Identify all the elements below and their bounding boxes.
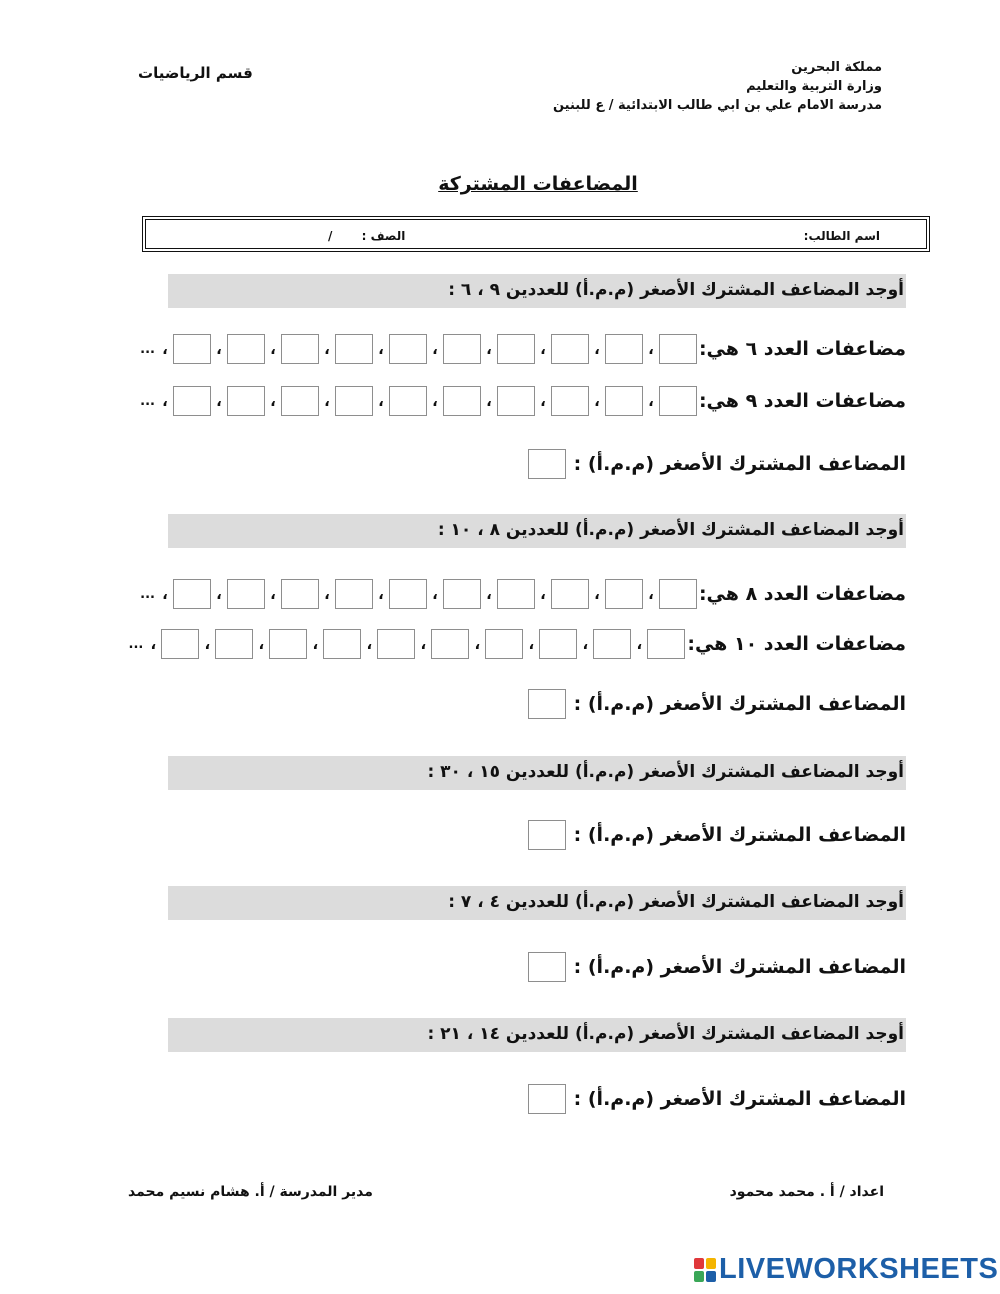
question-band <box>168 756 906 790</box>
comma-separator: ، <box>324 392 330 410</box>
lcm-label: المضاعف المشترك الأصغر (م.م.أ) : <box>573 824 906 846</box>
comma-separator: ، <box>474 635 481 653</box>
multiple-input-box[interactable] <box>335 579 373 609</box>
comma-separator: ، <box>582 635 589 653</box>
multiple-input-box[interactable] <box>497 579 535 609</box>
multiples-cells <box>129 629 686 659</box>
comma-separator: ، <box>432 585 438 603</box>
multiple-input-box[interactable] <box>389 386 427 416</box>
question-prompt: أوجد المضاعف المشترك الأصغر (م.م.أ) للعددين ١٤ ، ٢١ : <box>427 1024 904 1044</box>
logo-square <box>706 1258 716 1269</box>
question-prompt: أوجد المضاعف المشترك الأصغر (م.م.أ) للعددين ٤ ، ٧ : <box>448 892 904 912</box>
logo-square <box>694 1271 704 1282</box>
comma-separator: ، <box>432 340 438 358</box>
comma-separator: ، <box>150 635 157 653</box>
header-line-ministry: وزارة التربية والتعليم <box>746 79 882 94</box>
logo-square <box>694 1258 704 1269</box>
multiple-input-box[interactable] <box>593 629 631 659</box>
comma-separator: ، <box>594 392 600 410</box>
ellipsis: ... <box>140 586 155 602</box>
comma-separator: ، <box>162 392 168 410</box>
multiple-input-box[interactable] <box>227 579 265 609</box>
prepared-by: اعداد / أ . محمد محمود <box>729 1184 884 1200</box>
comma-separator: ، <box>648 585 654 603</box>
comma-separator: ، <box>594 340 600 358</box>
ellipsis: ... <box>128 636 144 652</box>
multiples-row-8 <box>140 577 906 611</box>
multiples-label: مضاعفات العدد ١٠ هي: <box>687 633 906 655</box>
multiples-row-10 <box>129 627 906 661</box>
multiples-cells <box>140 386 697 416</box>
student-info-box <box>142 216 930 252</box>
multiples-label: مضاعفات العدد ٩ هي: <box>698 390 906 412</box>
worksheet-title: المضاعفات المشتركة <box>438 173 638 195</box>
multiple-input-box[interactable] <box>539 629 577 659</box>
comma-separator: ، <box>486 392 492 410</box>
multiple-input-box[interactable] <box>227 334 265 364</box>
header-line-kingdom: مملكة البحرين <box>791 60 882 75</box>
lcm-answer-row <box>528 447 906 481</box>
multiples-row-9 <box>140 384 906 418</box>
multiple-input-box[interactable] <box>161 629 199 659</box>
multiple-input-box[interactable] <box>431 629 469 659</box>
comma-separator: ، <box>324 340 330 358</box>
comma-separator: ، <box>270 340 276 358</box>
question-band <box>168 886 906 920</box>
multiples-row-6 <box>140 332 906 366</box>
comma-separator: ، <box>204 635 211 653</box>
question-prompt: أوجد المضاعف المشترك الأصغر (م.م.أ) للعددين ٨ ، ١٠ : <box>437 520 904 540</box>
multiples-cells <box>140 334 697 364</box>
multiple-input-box[interactable] <box>281 386 319 416</box>
multiple-input-box[interactable] <box>173 386 211 416</box>
lcm-answer-row <box>528 687 906 721</box>
comma-separator: ، <box>540 585 546 603</box>
comma-separator: ، <box>312 635 319 653</box>
multiple-input-box[interactable] <box>281 334 319 364</box>
multiple-input-box[interactable] <box>335 386 373 416</box>
multiple-input-box[interactable] <box>215 629 253 659</box>
lcm-label: المضاعف المشترك الأصغر (م.م.أ) : <box>573 453 906 475</box>
comma-separator: ، <box>162 340 168 358</box>
logo-mark-icon <box>694 1258 716 1282</box>
comma-separator: ، <box>270 585 276 603</box>
multiple-input-box[interactable] <box>659 579 697 609</box>
principal-name: مدير المدرسة / أ. هشام نسيم محمد <box>128 1184 373 1200</box>
comma-separator: ، <box>486 585 492 603</box>
multiple-input-box[interactable] <box>173 579 211 609</box>
multiple-input-box[interactable] <box>659 386 697 416</box>
multiple-input-box[interactable] <box>497 334 535 364</box>
comma-separator: ، <box>528 635 535 653</box>
question-band <box>168 274 906 308</box>
lcm-answer-box[interactable] <box>528 820 566 850</box>
lcm-label: المضاعف المشترك الأصغر (م.م.أ) : <box>573 693 906 715</box>
liveworksheets-logo <box>694 1253 998 1286</box>
comma-separator: ، <box>216 340 222 358</box>
multiple-input-box[interactable] <box>497 386 535 416</box>
multiple-input-box[interactable] <box>227 386 265 416</box>
multiple-input-box[interactable] <box>551 334 589 364</box>
question-prompt: أوجد المضاعف المشترك الأصغر (م.م.أ) للعددين ١٥ ، ٣٠ : <box>427 762 904 782</box>
multiple-input-box[interactable] <box>173 334 211 364</box>
comma-separator: ، <box>216 392 222 410</box>
multiple-input-box[interactable] <box>605 579 643 609</box>
question-band <box>168 1018 906 1052</box>
multiples-cells <box>140 579 697 609</box>
multiple-input-box[interactable] <box>377 629 415 659</box>
multiple-input-box[interactable] <box>605 386 643 416</box>
comma-separator: ، <box>216 585 222 603</box>
logo-text: LIVEWORKSHEETS <box>719 1253 999 1285</box>
multiple-input-box[interactable] <box>323 629 361 659</box>
comma-separator: ، <box>324 585 330 603</box>
comma-separator: ، <box>420 635 427 653</box>
lcm-answer-box[interactable] <box>528 952 566 982</box>
multiple-input-box[interactable] <box>485 629 523 659</box>
school-header <box>553 58 882 115</box>
lcm-answer-row <box>528 950 906 984</box>
comma-separator: ، <box>378 585 384 603</box>
comma-separator: ، <box>540 340 546 358</box>
question-prompt: أوجد المضاعف المشترك الأصغر (م.م.أ) للعددين ٩ ، ٦ : <box>448 280 904 300</box>
multiple-input-box[interactable] <box>443 579 481 609</box>
comma-separator: ، <box>648 392 654 410</box>
multiple-input-box[interactable] <box>389 334 427 364</box>
comma-separator: ، <box>486 340 492 358</box>
multiple-input-box[interactable] <box>269 629 307 659</box>
multiple-input-box[interactable] <box>443 386 481 416</box>
multiple-input-box[interactable] <box>605 334 643 364</box>
multiples-label: مضاعفات العدد ٨ هي: <box>698 583 906 605</box>
logo-square <box>706 1271 716 1282</box>
multiples-label: مضاعفات العدد ٦ هي: <box>698 338 906 360</box>
lcm-answer-row <box>528 818 906 852</box>
lcm-label: المضاعف المشترك الأصغر (م.م.أ) : <box>573 1088 906 1110</box>
comma-separator: ، <box>270 392 276 410</box>
comma-separator: ، <box>366 635 373 653</box>
multiple-input-box[interactable] <box>647 629 685 659</box>
comma-separator: ، <box>378 392 384 410</box>
comma-separator: ، <box>540 392 546 410</box>
lcm-answer-row <box>528 1082 906 1116</box>
comma-separator: ، <box>594 585 600 603</box>
comma-separator: ، <box>162 585 168 603</box>
ellipsis: ... <box>140 393 155 409</box>
comma-separator: ، <box>648 340 654 358</box>
comma-separator: ، <box>432 392 438 410</box>
multiple-input-box[interactable] <box>551 579 589 609</box>
multiple-input-box[interactable] <box>659 334 697 364</box>
header-line-school: مدرسة الامام علي بن ابي طالب الابتدائية / ع للبنين <box>552 98 882 113</box>
class-label: الصف : / <box>328 229 406 243</box>
lcm-answer-box[interactable] <box>528 689 566 719</box>
comma-separator: ، <box>378 340 384 358</box>
department-label: قسم الرياضيات <box>138 64 253 82</box>
lcm-answer-box[interactable] <box>528 449 566 479</box>
lcm-answer-box[interactable] <box>528 1084 566 1114</box>
student-name-label: اسم الطالب: <box>803 229 880 243</box>
multiple-input-box[interactable] <box>389 579 427 609</box>
comma-separator: ، <box>636 635 643 653</box>
question-band <box>168 514 906 548</box>
multiple-input-box[interactable] <box>281 579 319 609</box>
multiple-input-box[interactable] <box>551 386 589 416</box>
lcm-label: المضاعف المشترك الأصغر (م.م.أ) : <box>573 956 906 978</box>
comma-separator: ، <box>258 635 265 653</box>
multiple-input-box[interactable] <box>335 334 373 364</box>
ellipsis: ... <box>140 341 155 357</box>
multiple-input-box[interactable] <box>443 334 481 364</box>
